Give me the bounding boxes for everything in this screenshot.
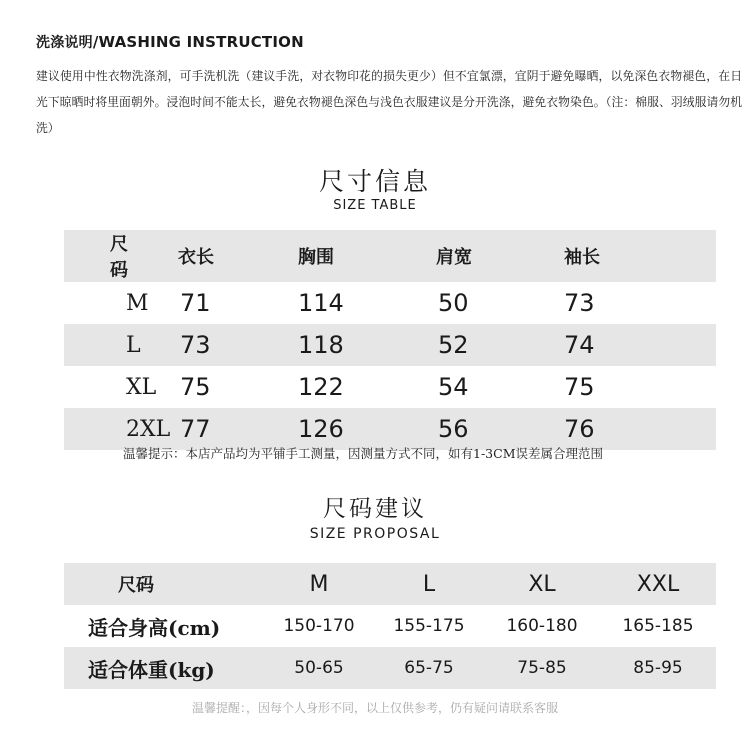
table-cell: 85-95 [600, 647, 716, 689]
size-table-header: 尺码 [64, 230, 124, 282]
size-table-header: 胸围 [242, 230, 380, 282]
table-cell: 75 [564, 373, 595, 401]
table-cell: 54 [438, 373, 469, 401]
size-table-header-row [64, 230, 716, 282]
size-proposal-title: 尺码建议 [323, 496, 427, 522]
table-row [64, 324, 716, 366]
table-cell: 118 [242, 324, 380, 366]
table-cell: 73 [124, 324, 242, 366]
size-table-subtitle: SIZE TABLE [333, 198, 417, 213]
table-cell-size: 2XL [64, 408, 124, 450]
size-proposal-subtitle: SIZE PROPOSAL [309, 526, 441, 542]
table-row [64, 605, 716, 647]
table-row [64, 366, 716, 408]
table-cell: 160-180 [506, 616, 578, 636]
row-label-weight: 适合体重(kg) [64, 647, 264, 689]
washing-text: 建议使用中性衣物洗涤剂，可手洗机洗（建议手洗，对衣物印花的损失更少）但不宜氯漂，宜阴于避免曝晒，以免深色衣物褪色，在日光下晾晒时将里面朝外。浸泡时间不能太长，避免衣物褪色深色与浅色衣服建议是分开洗涤，避免衣物染色。（注：棉服、羽绒服请勿机洗） [36, 69, 742, 135]
table-row [64, 647, 716, 689]
size-proposal-header: XL [484, 563, 600, 605]
table-cell-size: M [126, 290, 149, 316]
table-cell: 77 [124, 408, 242, 450]
size-table-header: 肩宽 [380, 230, 508, 282]
table-cell: 65-75 [374, 647, 484, 689]
size-proposal-table [64, 563, 716, 689]
size-table-note: 温馨提示：本店产品均为平铺手工测量，因测量方式不同，如有1-3CM误差属合理范围 [123, 446, 603, 461]
size-table-header: 衣长 [124, 230, 242, 282]
table-cell: 73 [564, 289, 595, 317]
size-proposal-header-row [64, 563, 716, 605]
table-cell: 75-85 [484, 647, 600, 689]
table-cell: 126 [242, 408, 380, 450]
table-cell: 155-175 [393, 616, 465, 636]
table-cell: 50-65 [264, 647, 374, 689]
size-proposal-note: 温馨提醒：，因每个人身形不同，以上仅供参考，仍有疑问请联系客服 [191, 701, 558, 715]
table-cell: 75 [180, 373, 211, 401]
size-proposal-header: XXL [600, 563, 716, 605]
table-cell: 56 [380, 408, 508, 450]
size-table-title: 尺寸信息 [318, 167, 431, 196]
washing-title-zh: 洗涤说明 [36, 35, 93, 51]
table-cell: 165-185 [622, 616, 694, 636]
table-cell-size: XL [126, 374, 157, 400]
size-proposal-header: L [374, 563, 484, 605]
table-cell: 114 [298, 289, 344, 317]
table-cell: 71 [180, 289, 211, 317]
size-proposal-header: 尺码 [64, 563, 264, 605]
size-table-header: 袖长 [508, 230, 716, 282]
row-label-height: 适合身高(cm) [88, 615, 221, 640]
table-cell: 122 [298, 373, 344, 401]
table-row [64, 282, 716, 324]
table-cell-size: L [64, 324, 124, 366]
table-cell: 50 [438, 289, 469, 317]
size-proposal-header: M [264, 563, 374, 605]
table-cell: 52 [380, 324, 508, 366]
washing-title [36, 32, 304, 52]
table-cell: 74 [508, 324, 716, 366]
size-table [64, 230, 716, 450]
table-cell: 76 [508, 408, 716, 450]
washing-title-en: /WASHING INSTRUCTION [92, 33, 304, 51]
table-cell: 150-170 [283, 616, 355, 636]
